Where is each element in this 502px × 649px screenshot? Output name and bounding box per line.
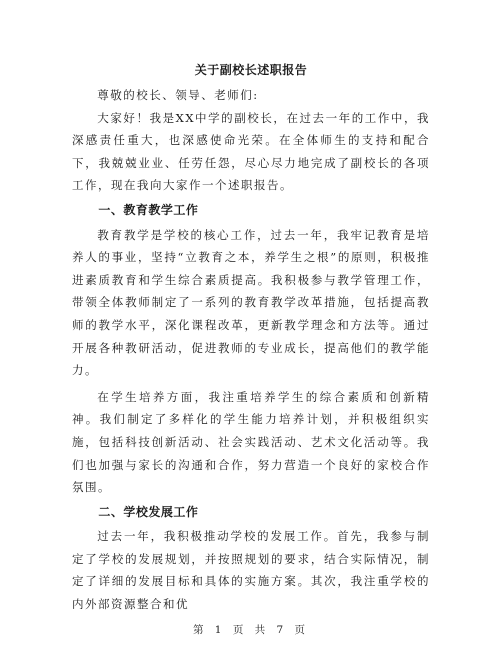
intro-paragraph: 大家好！我是XX中学的副校长，在过去一年的工作中，我深感责任重大，也深感使命光荣。在全体师生的支持和配合下，我兢兢业业、任劳任怨，尽心尽力地完成了副校长的各项工作，现在我向大家作一个述职报告。 (72, 110, 430, 193)
teaching-paragraph-2: 在学生培养方面，我注重培养学生的综合素质和创新精神。我们制定了多样化的学生能力培养计划，并积极组织实施，包括科技创新活动、社会实践活动、艺术文化活动等。我们也加强与家长的沟通和合作，努力营造一个良好的家校合作氛围。 (72, 389, 430, 495)
section-heading-development: 二、学校发展工作 (98, 504, 199, 519)
page-number: 第 1 页 共 7 页 (192, 624, 310, 636)
development-paragraph-1: 过去一年，我积极推动学校的发展工作。首先，我参与制定了学校的发展规划，并按照规划的要求，结合实际情况，制定了详细的发展目标和具体的实施方案。其次，我注重学校的内外部资源整合和优 (72, 529, 430, 612)
salutation: 尊敬的校长、领导、老师们: (97, 88, 259, 102)
document-title: 关于副校长述职报告 (194, 63, 308, 77)
teaching-paragraph-1: 教育教学是学校的核心工作，过去一年，我牢记教育是培养人的事业，坚持“立教育之本，养学生之根”的原则，积极推进素质教育和学生综合素质提高。我积极参与教学管理工作，带领全体教师制定了一系列的教育教学改革措施，包括提高教师的教学水平，深化课程改革，更新教学理念和方法等。通过开展各种教研活动，促进教师的专业成长，提高他们的教学能力。 (72, 227, 430, 378)
section-heading-teaching: 一、教育教学工作 (98, 202, 199, 217)
document-body (72, 84, 430, 616)
